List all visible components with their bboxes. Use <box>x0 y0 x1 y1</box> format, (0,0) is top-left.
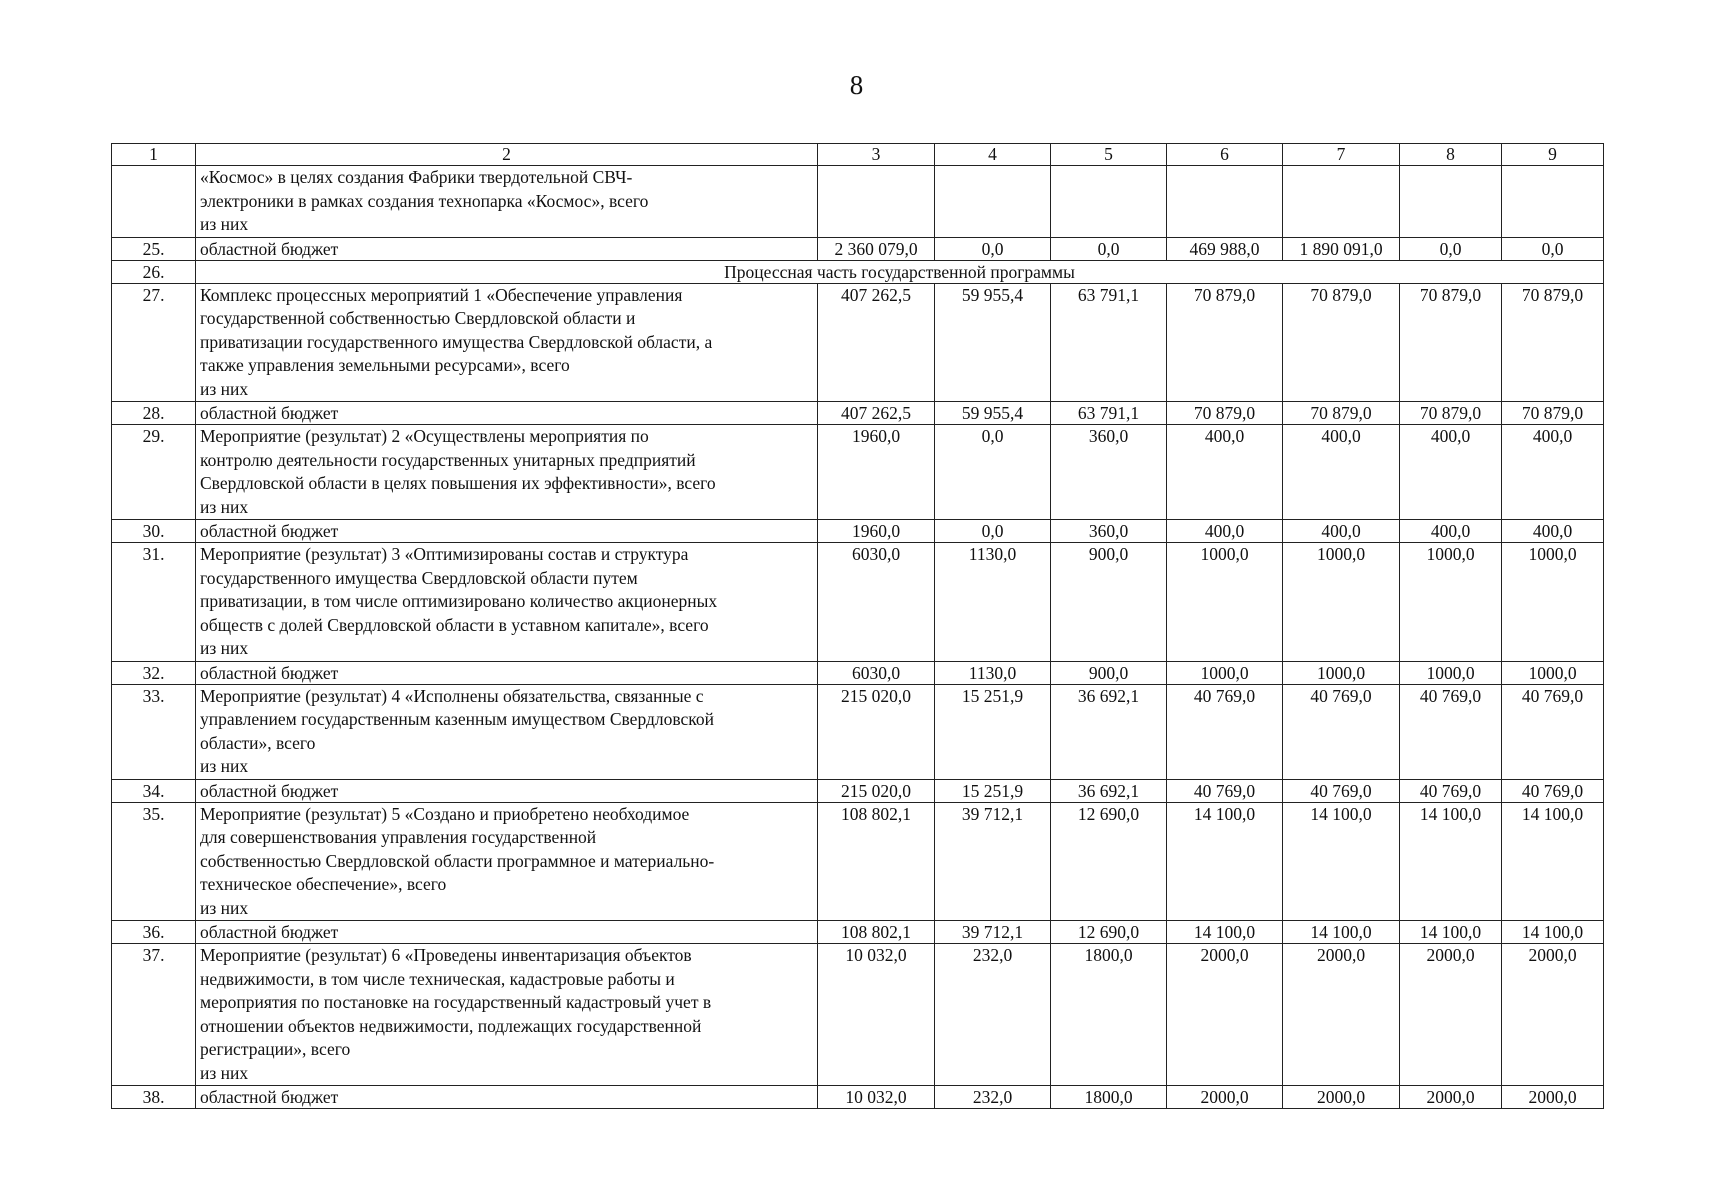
value-cell: 1000,0 <box>1283 661 1400 684</box>
value-cell: 14 100,0 <box>1502 802 1604 921</box>
value-cell: 39 712,1 <box>935 802 1051 921</box>
value-cell: 2000,0 <box>1283 1086 1400 1109</box>
value-cell: 407 262,5 <box>818 283 935 402</box>
value-cell: 14 100,0 <box>1400 921 1502 944</box>
value-cell: 40 769,0 <box>1283 779 1400 802</box>
value-cell: 400,0 <box>1502 425 1604 520</box>
value-cell: 15 251,9 <box>935 779 1051 802</box>
value-cell: 36 692,1 <box>1051 684 1167 779</box>
row-number: 32. <box>112 661 196 684</box>
value-cell: 59 955,4 <box>935 283 1051 402</box>
budget-table <box>111 143 1604 1109</box>
value-cell: 400,0 <box>1167 425 1283 520</box>
value-cell: 40 769,0 <box>1167 779 1283 802</box>
value-cell: 400,0 <box>1283 425 1400 520</box>
row-description: областной бюджет <box>196 1086 818 1109</box>
value-cell: 108 802,1 <box>818 921 935 944</box>
value-cell: 10 032,0 <box>818 1086 935 1109</box>
value-cell: 14 100,0 <box>1167 921 1283 944</box>
value-cell: 1000,0 <box>1502 661 1604 684</box>
row-number: 36. <box>112 921 196 944</box>
table-row <box>112 802 1604 921</box>
value-cell: 407 262,5 <box>818 402 935 425</box>
row-number: 30. <box>112 520 196 543</box>
value-cell: 1800,0 <box>1051 1086 1167 1109</box>
row-number: 28. <box>112 402 196 425</box>
header-cell: 4 <box>935 144 1051 166</box>
value-cell: 1130,0 <box>935 543 1051 662</box>
value-cell: 1000,0 <box>1167 661 1283 684</box>
value-cell: 0,0 <box>935 425 1051 520</box>
table-row <box>112 283 1604 402</box>
value-cell: 63 791,1 <box>1051 402 1167 425</box>
row-number: 38. <box>112 1086 196 1109</box>
row-description: Мероприятие (результат) 6 «Проведены инвентаризация объектов недвижимости, в том числе техническая, кадастровые работы и мероприятия по постановке на государственный кадастровый учет в отношении объектов недвижимости, подлежащих государственной регистрации», всего из них <box>196 944 818 1086</box>
row-number: 34. <box>112 779 196 802</box>
row-number: 37. <box>112 944 196 1086</box>
value-cell: 900,0 <box>1051 661 1167 684</box>
value-cell: 40 769,0 <box>1502 684 1604 779</box>
table-row <box>112 166 1604 238</box>
value-cell: 59 955,4 <box>935 402 1051 425</box>
row-description: Мероприятие (результат) 2 «Осуществлены мероприятия по контролю деятельности государственных унитарных предприятий Свердловской области в целях повышения их эффективности», всего из них <box>196 425 818 520</box>
row-description: Мероприятие (результат) 5 «Создано и приобретено необходимое для совершенствования управления государственной собственностью Свердловской области программное и материально- техническое обеспечение», всего из них <box>196 802 818 921</box>
value-cell: 2000,0 <box>1167 1086 1283 1109</box>
value-cell: 6030,0 <box>818 661 935 684</box>
table-header-row <box>112 144 1604 166</box>
table-row <box>112 921 1604 944</box>
row-number: 31. <box>112 543 196 662</box>
section-row <box>112 260 1604 283</box>
value-cell: 1800,0 <box>1051 944 1167 1086</box>
value-cell: 40 769,0 <box>1283 684 1400 779</box>
value-cell: 232,0 <box>935 1086 1051 1109</box>
value-cell: 0,0 <box>1502 237 1604 260</box>
header-cell: 8 <box>1400 144 1502 166</box>
row-description: областной бюджет <box>196 520 818 543</box>
value-cell: 39 712,1 <box>935 921 1051 944</box>
section-title: Процессная часть государственной программы <box>196 260 1604 283</box>
value-cell: 40 769,0 <box>1167 684 1283 779</box>
row-number: 29. <box>112 425 196 520</box>
table-row <box>112 520 1604 543</box>
value-cell: 14 100,0 <box>1283 802 1400 921</box>
value-cell: 40 769,0 <box>1502 779 1604 802</box>
value-cell: 70 879,0 <box>1167 402 1283 425</box>
value-cell: 63 791,1 <box>1051 283 1167 402</box>
table-row <box>112 1086 1604 1109</box>
value-cell: 6030,0 <box>818 543 935 662</box>
row-description: областной бюджет <box>196 779 818 802</box>
value-cell: 12 690,0 <box>1051 921 1167 944</box>
row-description: областной бюджет <box>196 921 818 944</box>
value-cell: 232,0 <box>935 944 1051 1086</box>
value-cell: 70 879,0 <box>1400 402 1502 425</box>
value-cell: 2000,0 <box>1167 944 1283 1086</box>
value-cell: 1000,0 <box>1283 543 1400 662</box>
row-number: 33. <box>112 684 196 779</box>
value-cell: 14 100,0 <box>1283 921 1400 944</box>
header-cell: 3 <box>818 144 935 166</box>
value-cell: 2000,0 <box>1502 944 1604 1086</box>
value-cell: 1000,0 <box>1400 661 1502 684</box>
value-cell: 15 251,9 <box>935 684 1051 779</box>
table-row <box>112 425 1604 520</box>
value-cell: 2000,0 <box>1283 944 1400 1086</box>
value-cell: 14 100,0 <box>1167 802 1283 921</box>
value-cell: 70 879,0 <box>1400 283 1502 402</box>
value-cell: 215 020,0 <box>818 779 935 802</box>
header-cell: 7 <box>1283 144 1400 166</box>
value-cell: 2000,0 <box>1502 1086 1604 1109</box>
value-cell: 400,0 <box>1283 520 1400 543</box>
value-cell: 108 802,1 <box>818 802 935 921</box>
value-cell: 40 769,0 <box>1400 779 1502 802</box>
value-cell: 1000,0 <box>1400 543 1502 662</box>
table-row <box>112 684 1604 779</box>
header-cell: 5 <box>1051 144 1167 166</box>
row-description: областной бюджет <box>196 661 818 684</box>
value-cell: 900,0 <box>1051 543 1167 662</box>
value-cell: 400,0 <box>1167 520 1283 543</box>
header-cell: 2 <box>196 144 818 166</box>
table-row <box>112 661 1604 684</box>
row-description: Мероприятие (результат) 4 «Исполнены обязательства, связанные с управлением государственным казенным имуществом Свердловской области», всего из них <box>196 684 818 779</box>
value-cell: 70 879,0 <box>1167 283 1283 402</box>
value-cell: 2000,0 <box>1400 944 1502 1086</box>
value-cell <box>1283 166 1400 238</box>
row-description: «Космос» в целях создания Фабрики твердотельной СВЧ- электроники в рамках создания технопарка «Космос», всего из них <box>196 166 818 238</box>
value-cell: 36 692,1 <box>1051 779 1167 802</box>
row-description: Комплекс процессных мероприятий 1 «Обеспечение управления государственной собственностью Свердловской области и приватизации государственного имущества Свердловской области, а также управления земельными ресурсами», всего из них <box>196 283 818 402</box>
value-cell: 1960,0 <box>818 425 935 520</box>
value-cell: 2 360 079,0 <box>818 237 935 260</box>
table-row <box>112 402 1604 425</box>
value-cell: 400,0 <box>1400 520 1502 543</box>
value-cell: 469 988,0 <box>1167 237 1283 260</box>
row-number: 27. <box>112 283 196 402</box>
value-cell: 1960,0 <box>818 520 935 543</box>
value-cell <box>935 166 1051 238</box>
row-description: Мероприятие (результат) 3 «Оптимизированы состав и структура государственного имущества Свердловской области путем приватизации, в том числе оптимизировано количество акционерных обществ с долей Свердловской области в уставном капитале», всего из них <box>196 543 818 662</box>
value-cell: 1000,0 <box>1167 543 1283 662</box>
value-cell: 0,0 <box>1051 237 1167 260</box>
value-cell: 1 890 091,0 <box>1283 237 1400 260</box>
table-row <box>112 779 1604 802</box>
value-cell: 2000,0 <box>1400 1086 1502 1109</box>
page-number: 8 <box>849 70 864 100</box>
value-cell <box>1051 166 1167 238</box>
value-cell: 12 690,0 <box>1051 802 1167 921</box>
value-cell: 360,0 <box>1051 520 1167 543</box>
value-cell: 0,0 <box>935 237 1051 260</box>
table-row <box>112 543 1604 662</box>
value-cell: 10 032,0 <box>818 944 935 1086</box>
row-number <box>112 166 196 238</box>
value-cell: 70 879,0 <box>1283 402 1400 425</box>
value-cell <box>1167 166 1283 238</box>
value-cell: 400,0 <box>1400 425 1502 520</box>
value-cell: 70 879,0 <box>1283 283 1400 402</box>
header-cell: 1 <box>112 144 196 166</box>
value-cell: 1130,0 <box>935 661 1051 684</box>
row-number: 35. <box>112 802 196 921</box>
value-cell: 215 020,0 <box>818 684 935 779</box>
row-number: 26. <box>112 260 196 283</box>
value-cell: 400,0 <box>1502 520 1604 543</box>
value-cell: 14 100,0 <box>1502 921 1604 944</box>
header-cell: 6 <box>1167 144 1283 166</box>
row-description: областной бюджет <box>196 237 818 260</box>
table-row <box>112 237 1604 260</box>
value-cell: 70 879,0 <box>1502 402 1604 425</box>
table-row <box>112 944 1604 1086</box>
value-cell <box>818 166 935 238</box>
value-cell: 14 100,0 <box>1400 802 1502 921</box>
value-cell: 0,0 <box>1400 237 1502 260</box>
value-cell <box>1502 166 1604 238</box>
header-cell: 9 <box>1502 144 1604 166</box>
value-cell: 40 769,0 <box>1400 684 1502 779</box>
value-cell: 0,0 <box>935 520 1051 543</box>
value-cell: 360,0 <box>1051 425 1167 520</box>
row-number: 25. <box>112 237 196 260</box>
row-description: областной бюджет <box>196 402 818 425</box>
value-cell: 1000,0 <box>1502 543 1604 662</box>
value-cell <box>1400 166 1502 238</box>
value-cell: 70 879,0 <box>1502 283 1604 402</box>
